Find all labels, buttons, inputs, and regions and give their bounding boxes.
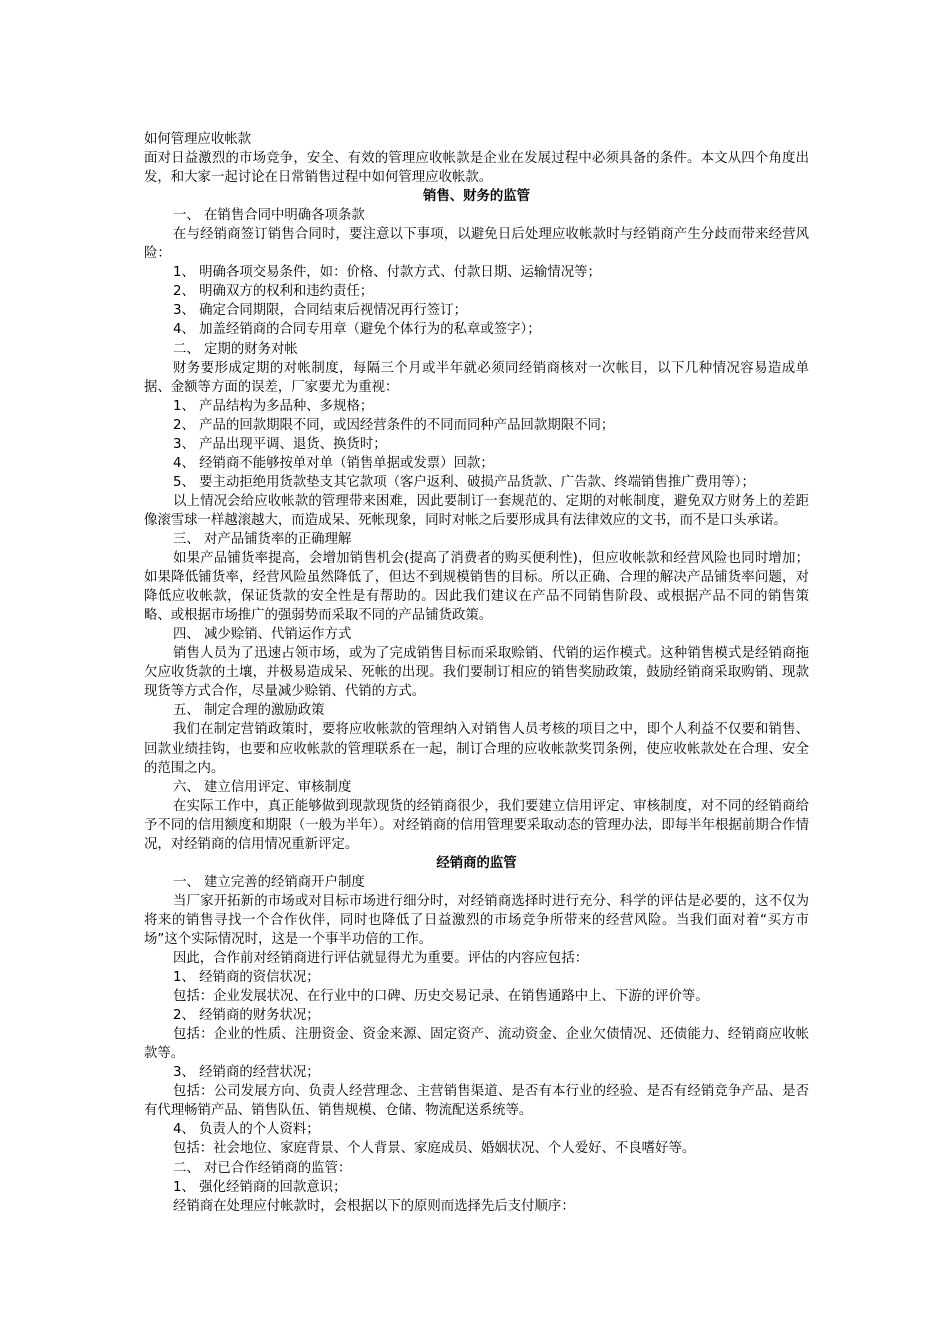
part2-heading: 经销商的监管: [436, 855, 517, 871]
list-item: 4、 加盖经销商的合同专用章（避免个体行为的私章或签字）；: [173, 322, 541, 338]
document-title: 如何管理应收帐款: [144, 132, 252, 147]
list-item: 2、 明确双方的权利和违约责任；: [173, 284, 374, 300]
list-item: 5、 要主动拒绝用货款垫支其它款项（客户返利、破损产品货款、广告款、终端销售推广费用等）；: [173, 474, 755, 490]
document-page: [144, 130, 809, 1216]
list-item: 1、 产品结构为多品种、多规格；: [173, 398, 374, 414]
list-item: 4、 经销商不能够按单对单（销售单据或发票）回款；: [173, 455, 494, 471]
dealer-section-1-paragraph: 当厂家开拓新的市场或对目标市场进行细分时，对经销商选择时进行充分、科学的评估是必要的，这不仅为将来的销售寻找一个合作伙伴，同时也降低了日益激烈的市场竞争所带来的经营风险。当我们面对着“买方市场”这个实际情况时，这是一个事半功倍的工作。: [144, 893, 809, 947]
section-5-paragraph: 我们在制定营销政策时，要将应收帐款的管理纳入对销售人员考核的项目之中，即个人利益不仅要和销售、回款业绩挂钩，也要和应收帐款的管理联系在一起，制订合理的应收帐款奖罚条例，使应收帐款处在合理、安全的范围之内。: [144, 722, 809, 776]
dealer-section-2-title: 二、 对已合作经销商的监管：: [173, 1160, 352, 1176]
section-6-paragraph: 在实际工作中，真正能够做到现款现货的经销商很少，我们要建立信用评定、审核制度，对不同的经销商给予不同的信用额度和期限（一般为半年）。对经销商的信用管理要采取动态的管理办法，即每半年根据前期合作情况，对经销商的信用情况重新评定。: [144, 798, 809, 852]
list-item: 3、 确定合同期限，合同结束后视情况再行签订；: [173, 303, 467, 319]
section-6-title: 六、 建立信用评定、审核制度: [173, 779, 352, 795]
section-2-paragraph-2: 以上情况会给应收帐款的管理带来困难，因此要制订一套规范的、定期的对帐制度，避免双方财务上的差距像滚雪球一样越滚越大，而造成呆、死帐现象，同时对帐之后要形成具有法律效应的文书，而不是口头承诺。: [144, 493, 809, 528]
part1-heading: 销售、财务的监管: [422, 189, 531, 205]
list-item: 1、 经销商的资信状况；: [173, 970, 320, 986]
list-item-detail: 包括：社会地位、家庭背景、个人背景、家庭成员、婚姻状况、个人爱好、不良嗜好等。: [173, 1141, 696, 1157]
list-item-detail: 包括：公司发展方向、负责人经营理念、主营销售渠道、是否有本行业的经验、是否有经销竞争产品、是否有代理畅销产品、销售队伍、销售规模、仓储、物流配送系统等。: [144, 1084, 809, 1119]
list-item-detail: 包括：企业发展状况、在行业中的口碑、历史交易记录、在销售通路中上、下游的评价等。: [173, 989, 709, 1005]
list-item-detail: 包括：企业的性质、注册资金、资金来源、固定资产、流动资金、企业欠债情况、还债能力、经销商应收帐款等。: [144, 1027, 809, 1062]
section-2-title: 二、 定期的财务对帐: [173, 341, 298, 357]
dealer-section-1-paragraph-2: 因此，合作前对经销商进行评估就显得尤为重要。评估的内容应包括：: [173, 951, 589, 967]
section-1-title: 一、 在销售合同中明确各项条款: [173, 208, 365, 224]
list-item: 2、 经销商的财务状况；: [173, 1008, 320, 1024]
dealer-section-1-title: 一、 建立完善的经销商开户制度: [173, 874, 365, 890]
list-item: 3、 经销商的经营状况；: [173, 1065, 320, 1081]
list-item: 1、 明确各项交易条件，如：价格、付款方式、付款日期、运输情况等；: [173, 265, 601, 281]
section-5-title: 五、 制定合理的激励政策: [173, 703, 325, 719]
section-3-title: 三、 对产品铺货率的正确理解: [173, 531, 352, 547]
list-item: 1、 强化经销商的回款意识；: [173, 1179, 347, 1195]
section-3-paragraph: 如果产品铺货率提高，会增加销售机会(提高了消费者的购买便利性)，但应收帐款和经营风险也同时增加；如果降低铺货率，经营风险虽然降低了，但达不到规模销售的目标。所以正确、合理的解决产品铺货率问题，对降低应收帐款，保证货款的安全性是有帮助的。因此我们建议在产品不同销售阶段、或根据产品不同的销售策略、或根据市场推广的强弱势而采取不同的产品铺货政策。: [144, 551, 809, 624]
section-2-paragraph: 财务要形成定期的对帐制度，每隔三个月或半年就必须同经销商核对一次帐目，以下几种情况容易造成单据、金额等方面的误差，厂家要尤为重视：: [144, 360, 809, 395]
section-1-paragraph: 在与经销商签订销售合同时，要注意以下事项，以避免日后处理应收帐款时与经销商产生分歧而带来经营风险：: [144, 227, 809, 262]
section-4-paragraph: 销售人员为了迅速占领市场，或为了完成销售目标而采取赊销、代销的运作模式。这种销售模式是经销商拖欠应收货款的土壤，并极易造成呆、死帐的出现。我们要制订相应的销售奖励政策，鼓励经销商采取购销、现款现货等方式合作，尽量减少赊销、代销的方式。: [144, 646, 809, 700]
list-item: 3、 产品出现平调、退货、换货时；: [173, 436, 387, 452]
intro-paragraph: 面对日益激烈的市场竞争，安全、有效的管理应收帐款是企业在发展过程中必须具备的条件。本文从四个角度出发，和大家一起讨论在日常销售过程中如何管理应收帐款。: [144, 151, 809, 186]
section-4-title: 四、 减少赊销、代销运作方式: [173, 627, 352, 643]
list-item: 2、 产品的回款期限不同，或因经营条件的不同而同种产品回款期限不同；: [173, 417, 615, 433]
list-item: 4、 负责人的个人资料；: [173, 1122, 320, 1138]
dealer-section-2-paragraph: 经销商在处理应付帐款时，会根据以下的原则而选择先后支付顺序：: [173, 1198, 575, 1214]
